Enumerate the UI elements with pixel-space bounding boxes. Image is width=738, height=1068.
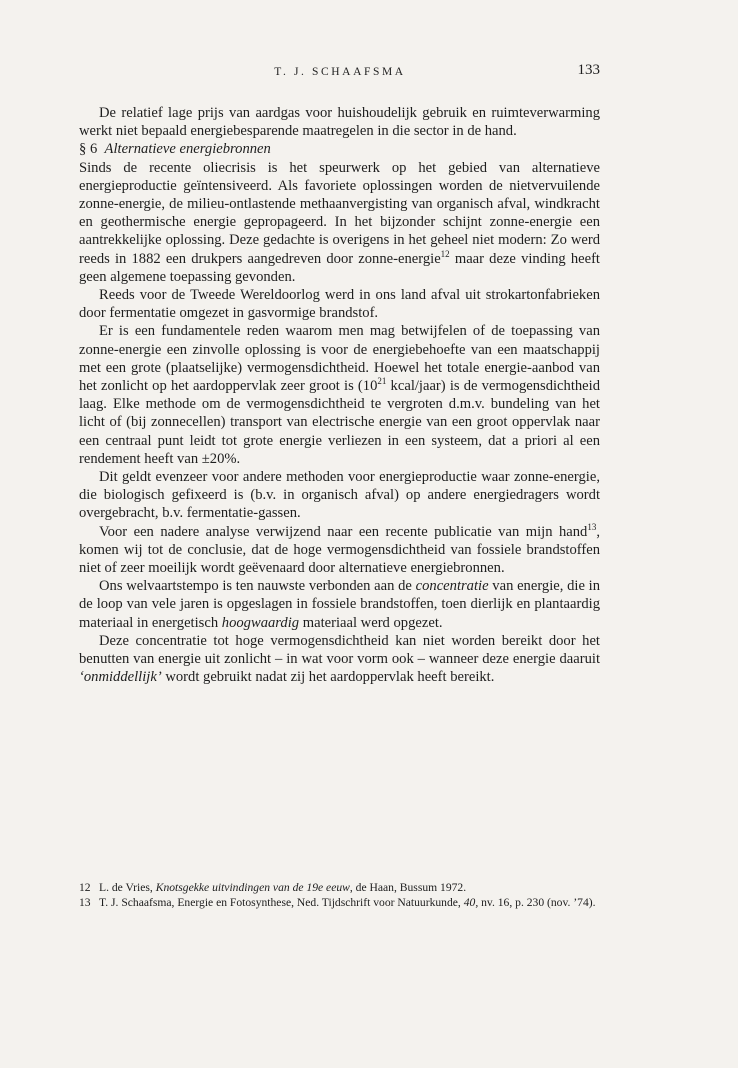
paragraph: Reeds voor de Tweede Wereldoorlog werd in ons land afval uit strokartonfabrieken door fermentatie omgezet in gasvormige brandstof. <box>79 287 600 322</box>
footnote: 13 T. J. Schaafsma, Energie en Fotosynthese, Ned. Tijdschrift voor Natuurkunde, 40, nv. 16, p. 230 (nov. ’74). <box>79 896 596 909</box>
section-heading <box>79 140 600 158</box>
section-title: Alternatieve energiebronnen <box>104 141 271 158</box>
paragraph: Sinds de recente oliecrisis is het speurwerk op het gebied van alternatieve energieproductie geïntensiveerd. Als favoriete oplossingen worden de nietvervuilende zonne-energie, de milieu-ontlastende methaanvergisting van organisch afval, windkracht en geothermische energie gepropageerd. In het bijzonder schijnt zonne-energie een aantrekkelijke oplossing. Deze gedachte is overigens in het geheel niet modern: Zo werd reeds in 1882 een drukpers aangedreven door zonne-energie$^{12}$ maar deze vinding heeft geen algemene toepassing gevonden. <box>79 159 600 285</box>
footnote-ref: 12 <box>440 248 450 259</box>
emphasis: concentratie <box>415 578 489 595</box>
paragraph: Dit geldt evenzeer voor andere methoden voor energieproductie waar zonne-energie, die biologisch gefixeerd is (b.v. in organisch afval) op andere energiedragers wordt overgebracht, b.v. fermentatie-gassen. <box>79 469 600 522</box>
footnote-number: 12 <box>79 881 91 894</box>
footnote: 12 L. de Vries, Knotsgekke uitvindingen van de 19e eeuw, de Haan, Bussum 1972. <box>79 881 467 894</box>
paragraph: Deze concentratie tot hoge vermogensdichtheid kan niet worden bereikt door het benutten van energie uit zonlicht – in wat voor vorm ook – wanneer deze energie daaruit ‘onmiddellijk’ wordt gebruikt nadat zij het aardoppervlak heeft bereikt. <box>79 632 600 686</box>
body-text <box>79 104 600 687</box>
running-head: T. J. SCHAAFSMA <box>274 66 406 78</box>
exponent: 21 <box>377 376 387 387</box>
paragraph: Er is een fundamentele reden waarom men mag betwijfelen of de toepassing van zonne-energie een zinvolle oplossing is voor de energiebehoefte van een maatschappij met een grote (plaatselijke) vermogensdichtheid. Hoewel het totale energie-aanbod van het zonlicht op het aardoppervlak zeer groot is ($10^{21}$ kcal/jaar) is de vermogensdichtheid laag. Elke methode om de vermogensdichtheid te vergroten d.m.v. bundeling van het licht of (bij zonnecellen) transport van electrische energie van een groot oppervlak naar een centraal punt leidt tot grote energie verliezen in een systeem, dat a priori al een rendement heeft van ±20%. <box>79 323 601 467</box>
emphasis: ‘onmiddellijk’ <box>79 669 162 686</box>
footnotes <box>79 880 600 910</box>
paragraph: Voor een nadere analyse verwijzend naar een recente publicatie van mijn hand$^{13}$, komen wij tot de conclusie, dat de hoge vermogensdichtheid van fossiele brandstoffen niet of zeer moeilijk wordt geëvenaard door alternatieve energiebronnen. <box>79 521 600 577</box>
paragraph: Ons welvaartstempo is ten nauwste verbonden aan de concentratie van energie, die in de loop van vele jaren is opgeslagen in fossiele brandstoffen, toen dierlijk en plantaardig materiaal in energetisch hoogwaardig materiaal werd opgezet. <box>79 578 601 631</box>
emphasis: hoogwaardig <box>221 614 300 631</box>
section-number: § 6 <box>79 141 98 158</box>
page-number: 133 <box>577 62 600 78</box>
paragraph: De relatief lage prijs van aardgas voor huishoudelijk gebruik en ruimteverwarming werkt niet bepaald energiebesparende maatregelen in die sector in de hand. <box>79 105 600 140</box>
footnote-number: 13 <box>79 896 91 909</box>
footnote-ref: 13 <box>587 521 597 532</box>
